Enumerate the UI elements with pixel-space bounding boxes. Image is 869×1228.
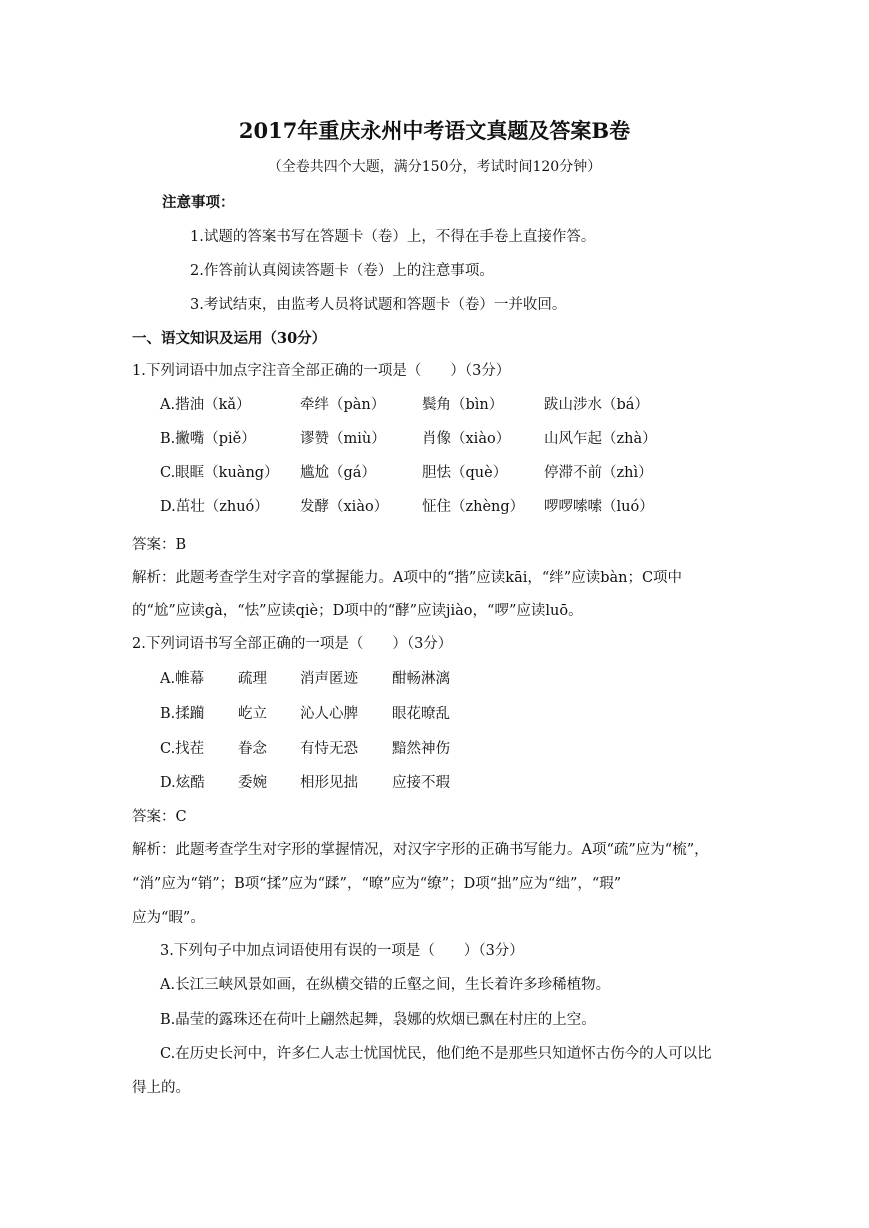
option-cell: B.揉躏 — [160, 706, 205, 722]
option-cell: B.撇嘴（piě） — [160, 431, 256, 447]
option-cell: 屹立 — [238, 706, 267, 722]
option-cell: 酣畅淋漓 — [392, 671, 450, 687]
question-2-stem: 2.下列词语书写全部正确的一项是（ ）（3分） — [132, 636, 453, 652]
option-cell: 黯然神伤 — [392, 741, 450, 757]
option-cell: 鬓角（bìn） — [422, 397, 504, 413]
analysis-2-line: 应为“暇”。 — [132, 910, 205, 926]
option-cell: A.帷幕 — [160, 671, 205, 687]
question-3-option: A.长江三峡风景如画，在纵横交错的丘壑之间，生长着许多珍稀植物。 — [160, 977, 611, 993]
section-heading: 一、语文知识及运用（30分） — [132, 330, 327, 347]
option-cell: 沁人心脾 — [300, 706, 358, 722]
option-cell: 山风乍起（zhà） — [544, 431, 657, 447]
option-cell: A.揩油（kǎ） — [160, 397, 251, 413]
option-cell: 啰啰嗦嗦（luó） — [544, 499, 654, 515]
option-cell: 眼花暸乱 — [392, 706, 450, 722]
option-cell: 有恃无恐 — [300, 741, 358, 757]
question-3-option: C.在历史长河中，许多仁人志士忧国忧民，他们绝不是那些只知道怀古伤今的人可以比 — [160, 1046, 712, 1062]
option-cell: D.炫酷 — [160, 775, 205, 791]
option-cell: 尴尬（gá） — [300, 465, 376, 481]
analysis-1-line: 解析：此题考查学生对字音的掌握能力。A项中的“揩”应读kāi，“绊”应读bàn；C项中 — [132, 570, 683, 586]
option-cell: 跋山涉水（bá） — [544, 397, 649, 413]
option-cell: D.茁壮（zhuó） — [160, 499, 269, 515]
analysis-2-line: “消”应为“销”；B项“揉”应为“蹂”，“暸”应为“缭”；D项“拙”应为“绌”，“瑕” — [132, 876, 622, 892]
notice-item: 3.考试结束，由监考人员将试题和答题卡（卷）一并收回。 — [190, 297, 567, 313]
notice-item: 1.试题的答案书写在答题卡（卷）上，不得在手卷上直接作答。 — [190, 229, 596, 245]
option-cell: 谬赞（miù） — [300, 431, 386, 447]
option-cell: C.找茬 — [160, 741, 205, 757]
option-cell: 停滞不前（zhì） — [544, 465, 653, 481]
option-cell: 肖像（xiào） — [422, 431, 511, 447]
option-cell: 委婉 — [238, 775, 267, 791]
option-cell: 相形见拙 — [300, 775, 358, 791]
question-3-stem: 3.下列句子中加点词语使用有误的一项是（ ）（3分） — [160, 943, 524, 959]
option-cell: 消声匿迹 — [300, 671, 358, 687]
notice-heading: 注意事项： — [162, 194, 235, 211]
option-cell: 应接不瑕 — [392, 775, 450, 791]
option-cell: 怔住（zhèng） — [422, 499, 525, 515]
option-cell: 胆怯（què） — [422, 465, 508, 481]
option-cell: 发酵（xiào） — [300, 499, 389, 515]
question-3-option: B.晶莹的露珠还在荷叶上翩然起舞，袅娜的炊烟已飘在村庄的上空。 — [160, 1012, 596, 1028]
option-cell: C.眼眶（kuàng） — [160, 465, 279, 481]
question-1-stem: 1.下列词语中加点字注音全部正确的一项是（ ）（3分） — [132, 363, 511, 379]
option-cell: 牵绊（pàn） — [300, 397, 386, 413]
answer-2: 答案：C — [132, 809, 187, 825]
notice-item: 2.作答前认真阅读答题卡（卷）上的注意事项。 — [190, 263, 494, 279]
option-cell: 疏理 — [238, 671, 267, 687]
question-3-option-continuation: 得上的。 — [132, 1080, 190, 1096]
document-subtitle: （全卷共四个大题，满分150分，考试时间120分钟） — [267, 159, 602, 175]
analysis-2-line: 解析：此题考查学生对字形的掌握情况，对汉字字形的正确书写能力。A项“疏”应为“梳”， — [132, 842, 709, 858]
option-cell: 眷念 — [238, 741, 267, 757]
document-title: 2017年重庆永州中考语文真题及答案B卷 — [238, 118, 631, 143]
answer-1: 答案：B — [132, 537, 187, 553]
analysis-1-line: 的“尬”应读gà，“怯”应读qiè；D项中的“酵”应读jiào，“啰”应读luō。 — [132, 603, 583, 619]
